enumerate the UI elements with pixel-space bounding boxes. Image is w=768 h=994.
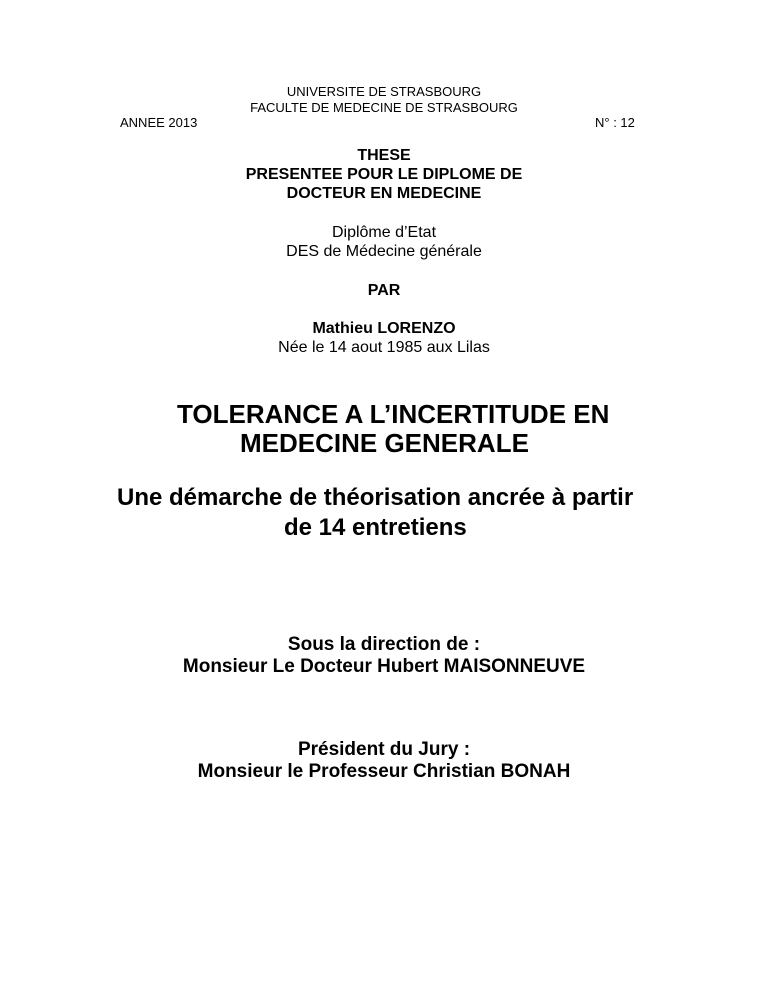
thesis-number: N° : 12: [595, 115, 635, 130]
thesis-subtitle-line1: Une démarche de théorisation ancrée à partir: [117, 484, 634, 511]
author-name: Mathieu LORENZO: [312, 320, 456, 337]
director-name: Monsieur Le Docteur Hubert MAISONNEUVE: [182, 656, 586, 677]
jury-president-label: Président du Jury :: [297, 739, 471, 760]
thesis-heading: THESE: [357, 147, 411, 164]
thesis-title-line1: TOLERANCE A L’INCERTITUDE EN: [177, 399, 610, 429]
thesis-subtitle-line2: de 14 entretiens: [284, 514, 467, 541]
diploma-specialty: DES de Médecine générale: [286, 243, 482, 260]
thesis-heading-line2: PRESENTEE POUR LE DIPLOME DE: [245, 166, 523, 183]
jury-president-name: Monsieur le Professeur Christian BONAH: [197, 761, 571, 782]
faculty-name: FACULTE DE MEDECINE DE STRASBOURG: [250, 100, 518, 115]
thesis-title-line2: MEDECINE GENERALE: [240, 428, 529, 458]
thesis-heading-line3: DOCTEUR EN MEDECINE: [286, 185, 482, 202]
diploma-type: Diplôme d’Etat: [331, 224, 437, 241]
year-label: ANNEE 2013: [120, 115, 198, 130]
by-label: PAR: [367, 282, 401, 299]
direction-label: Sous la direction de :: [287, 634, 481, 655]
author-birth: Née le 14 aout 1985 aux Lilas: [278, 339, 490, 356]
university-name: UNIVERSITE DE STRASBOURG: [286, 84, 482, 99]
